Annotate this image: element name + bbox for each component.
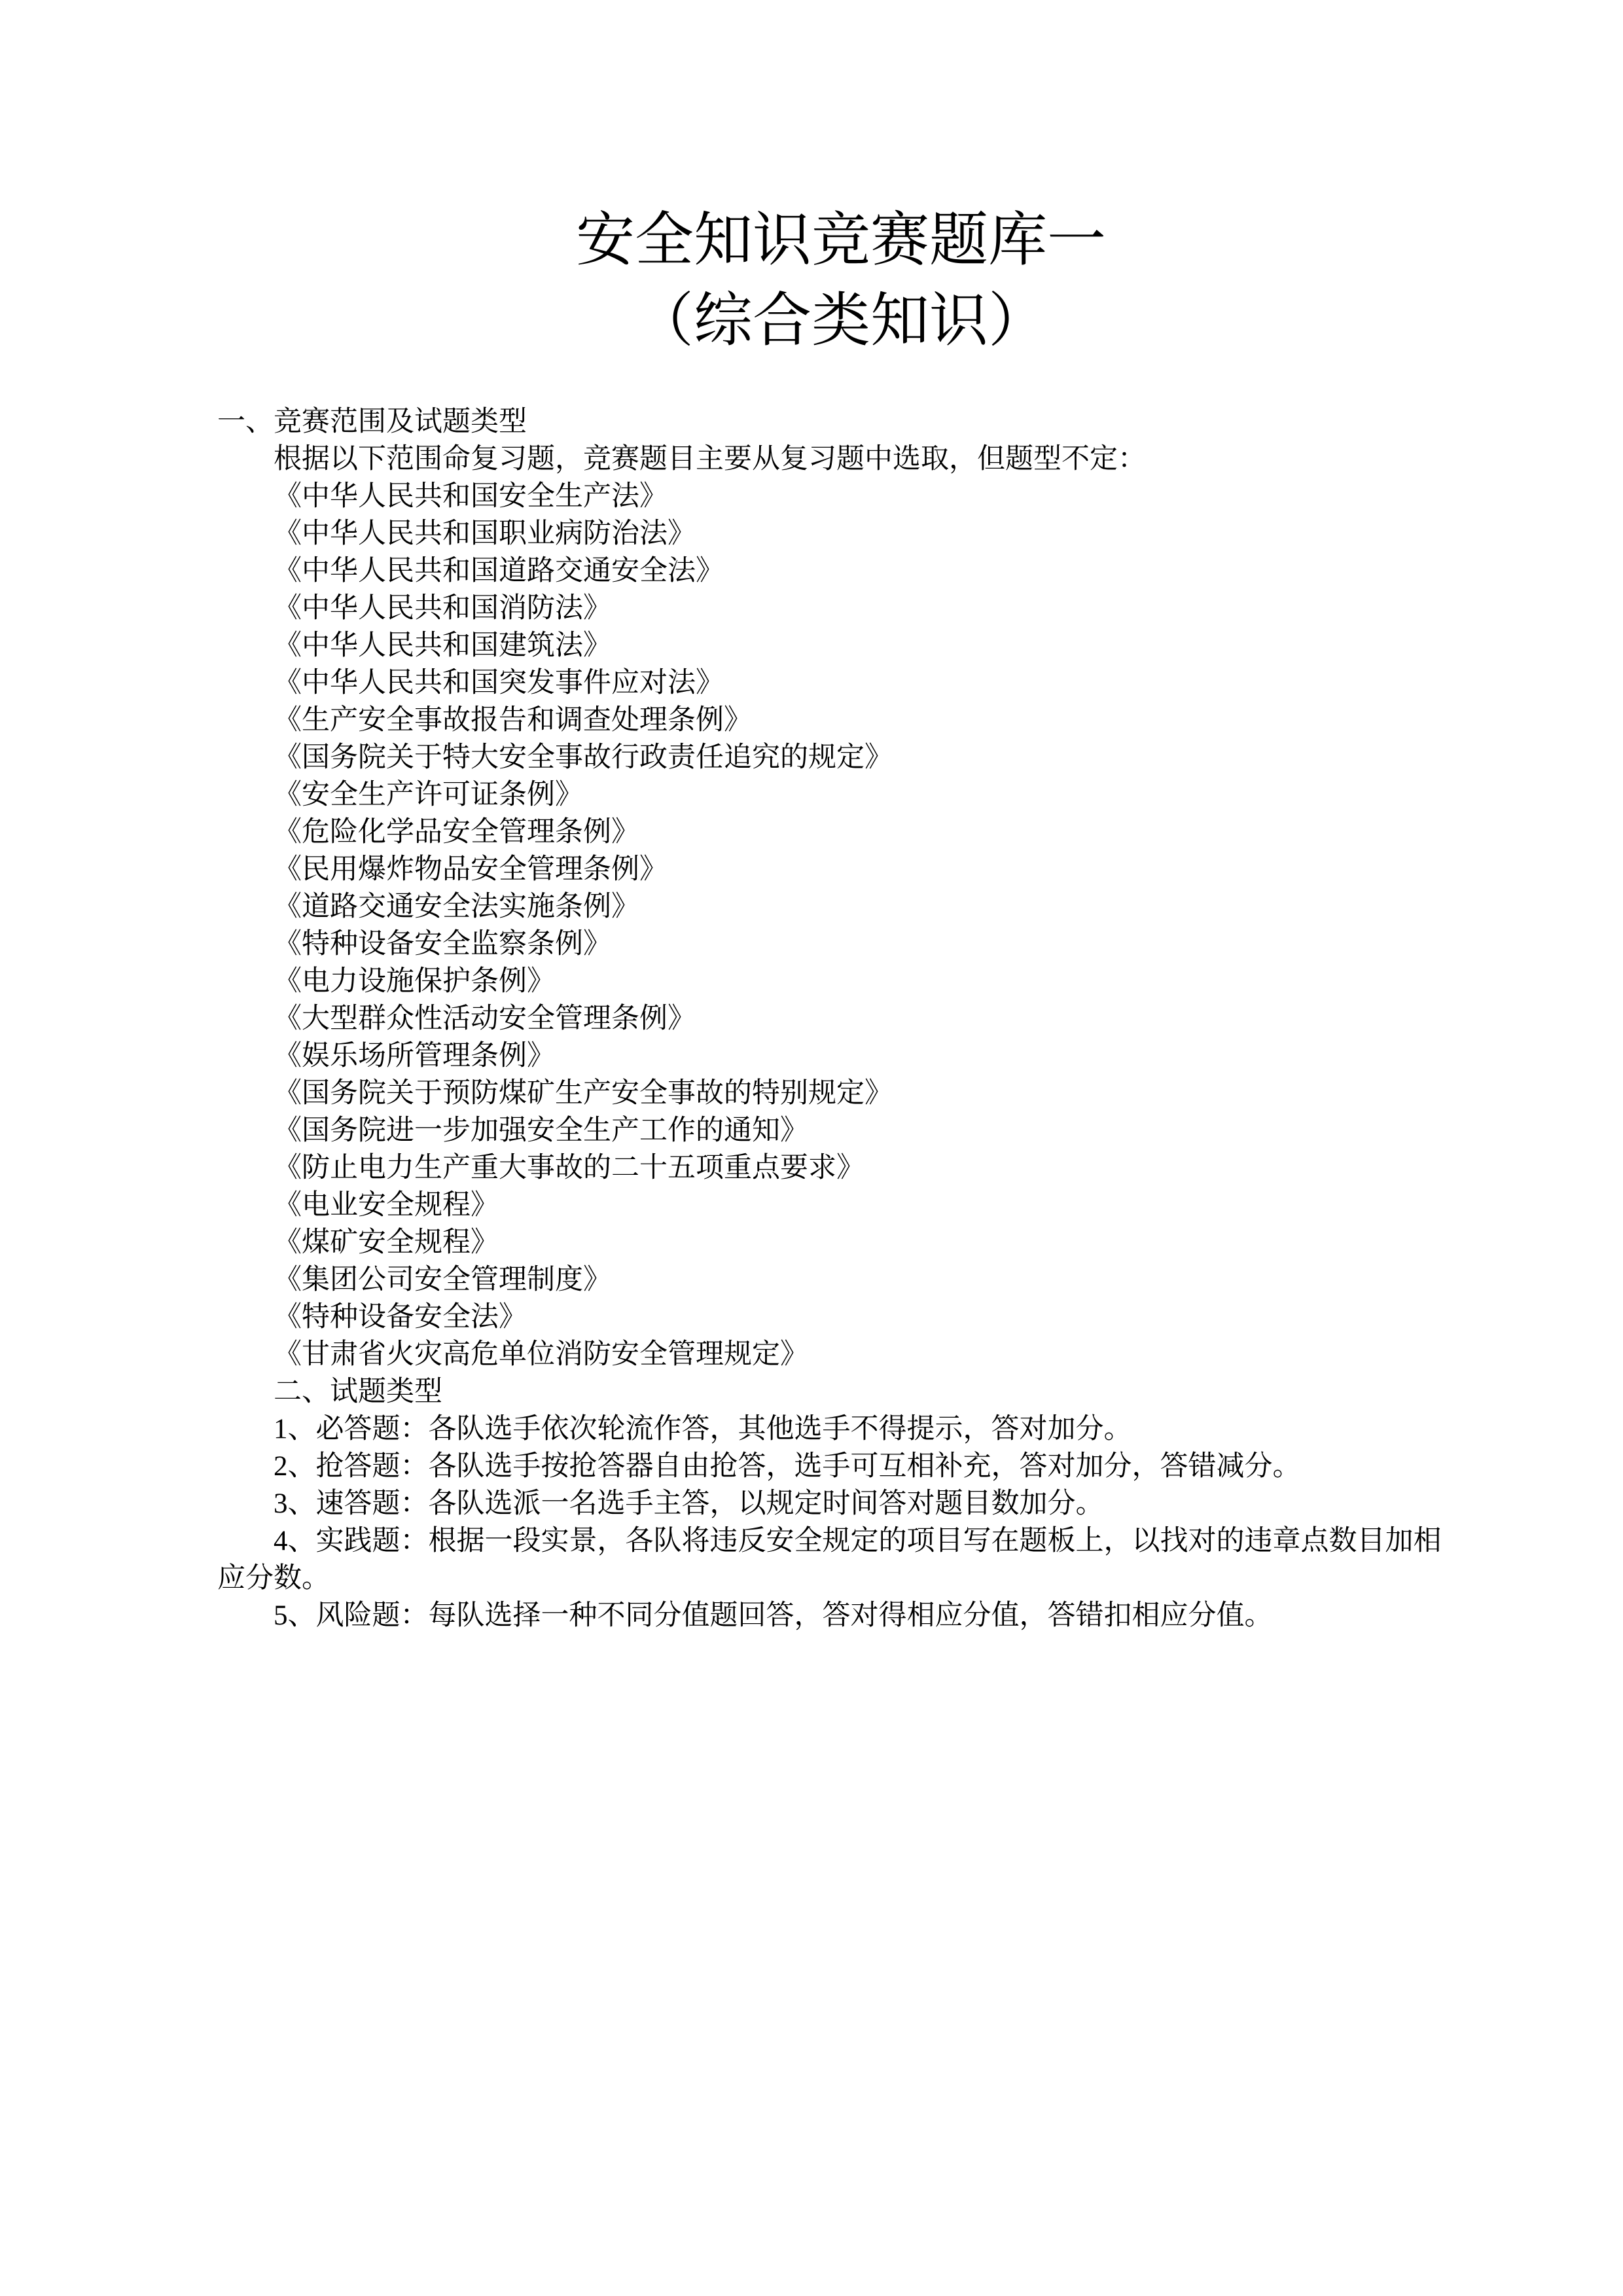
list-item: 《中华人民共和国建筑法》 <box>274 630 611 661</box>
list-item: 《道路交通安全法实施条例》 <box>274 891 639 922</box>
list-item: 《危险化学品安全管理条例》 <box>274 817 639 848</box>
question-type-item: 2、抢答题：各队选手按抢答器自由抢答，选手可互相补充，答对加分，答错减分。 <box>274 1451 1301 1482</box>
list-item: 《电力设施保护条例》 <box>274 966 555 997</box>
list-item: 《娱乐场所管理条例》 <box>274 1041 555 1071</box>
question-type-item: 4、实践题：根据一段实景，各队将违反安全规定的项目写在题板上，以找对的违章点数目加相 <box>274 1526 1442 1556</box>
list-item: 《集团公司安全管理制度》 <box>274 1265 611 1295</box>
list-item: 《煤矿安全规程》 <box>274 1227 499 1258</box>
list-item: 《中华人民共和国道路交通安全法》 <box>274 556 724 586</box>
list-item: 《甘肃省火灾高危单位消防安全管理规定》 <box>274 1339 808 1370</box>
list-item: 《中华人民共和国职业病防治法》 <box>274 518 696 549</box>
title-line-1: 安全知识竞赛题库一 <box>576 208 1106 273</box>
list-item: 《国务院关于预防煤矿生产安全事故的特别规定》 <box>274 1078 893 1109</box>
question-type-item: 1、必答题：各队选手依次轮流作答，其他选手不得提示，答对加分。 <box>274 1414 1132 1444</box>
list-item: 《民用爆炸物品安全管理条例》 <box>274 854 668 885</box>
question-type-item: 5、风险题：每队选择一种不同分值题回答，答对得相应分值，答错扣相应分值。 <box>274 1600 1273 1631</box>
section1-intro: 根据以下范围命复习题，竞赛题目主要从复习题中选取，但题型不定： <box>274 444 1146 475</box>
list-item: 《特种设备安全监察条例》 <box>274 929 611 960</box>
section1-heading: 一、竞赛范围及试题类型 <box>217 406 527 437</box>
question-type-item: 3、速答题：各队选派一名选手主答，以规定时间答对题目数加分。 <box>274 1488 1104 1519</box>
section2-heading: 二、试题类型 <box>274 1376 442 1407</box>
list-item: 《生产安全事故报告和调查处理条例》 <box>274 705 752 736</box>
title-line-2: （综合类知识） <box>635 289 1047 353</box>
question-type-item-continuation: 应分数。 <box>217 1563 330 1594</box>
list-item: 《国务院关于特大安全事故行政责任追究的规定》 <box>274 742 893 773</box>
list-item: 《国务院进一步加强安全生产工作的通知》 <box>274 1115 808 1146</box>
list-item: 《大型群众性活动安全管理条例》 <box>274 1003 696 1034</box>
list-item: 《特种设备安全法》 <box>274 1302 527 1333</box>
list-item: 《电业安全规程》 <box>274 1190 499 1221</box>
list-item: 《安全生产许可证条例》 <box>274 780 583 810</box>
list-item: 《防止电力生产重大事故的二十五项重点要求》 <box>274 1153 865 1183</box>
list-item: 《中华人民共和国消防法》 <box>274 593 611 624</box>
document-title <box>217 200 1465 361</box>
list-item: 《中华人民共和国突发事件应对法》 <box>274 668 724 698</box>
list-item: 《中华人民共和国安全生产法》 <box>274 481 668 512</box>
document-body <box>217 403 1465 1634</box>
